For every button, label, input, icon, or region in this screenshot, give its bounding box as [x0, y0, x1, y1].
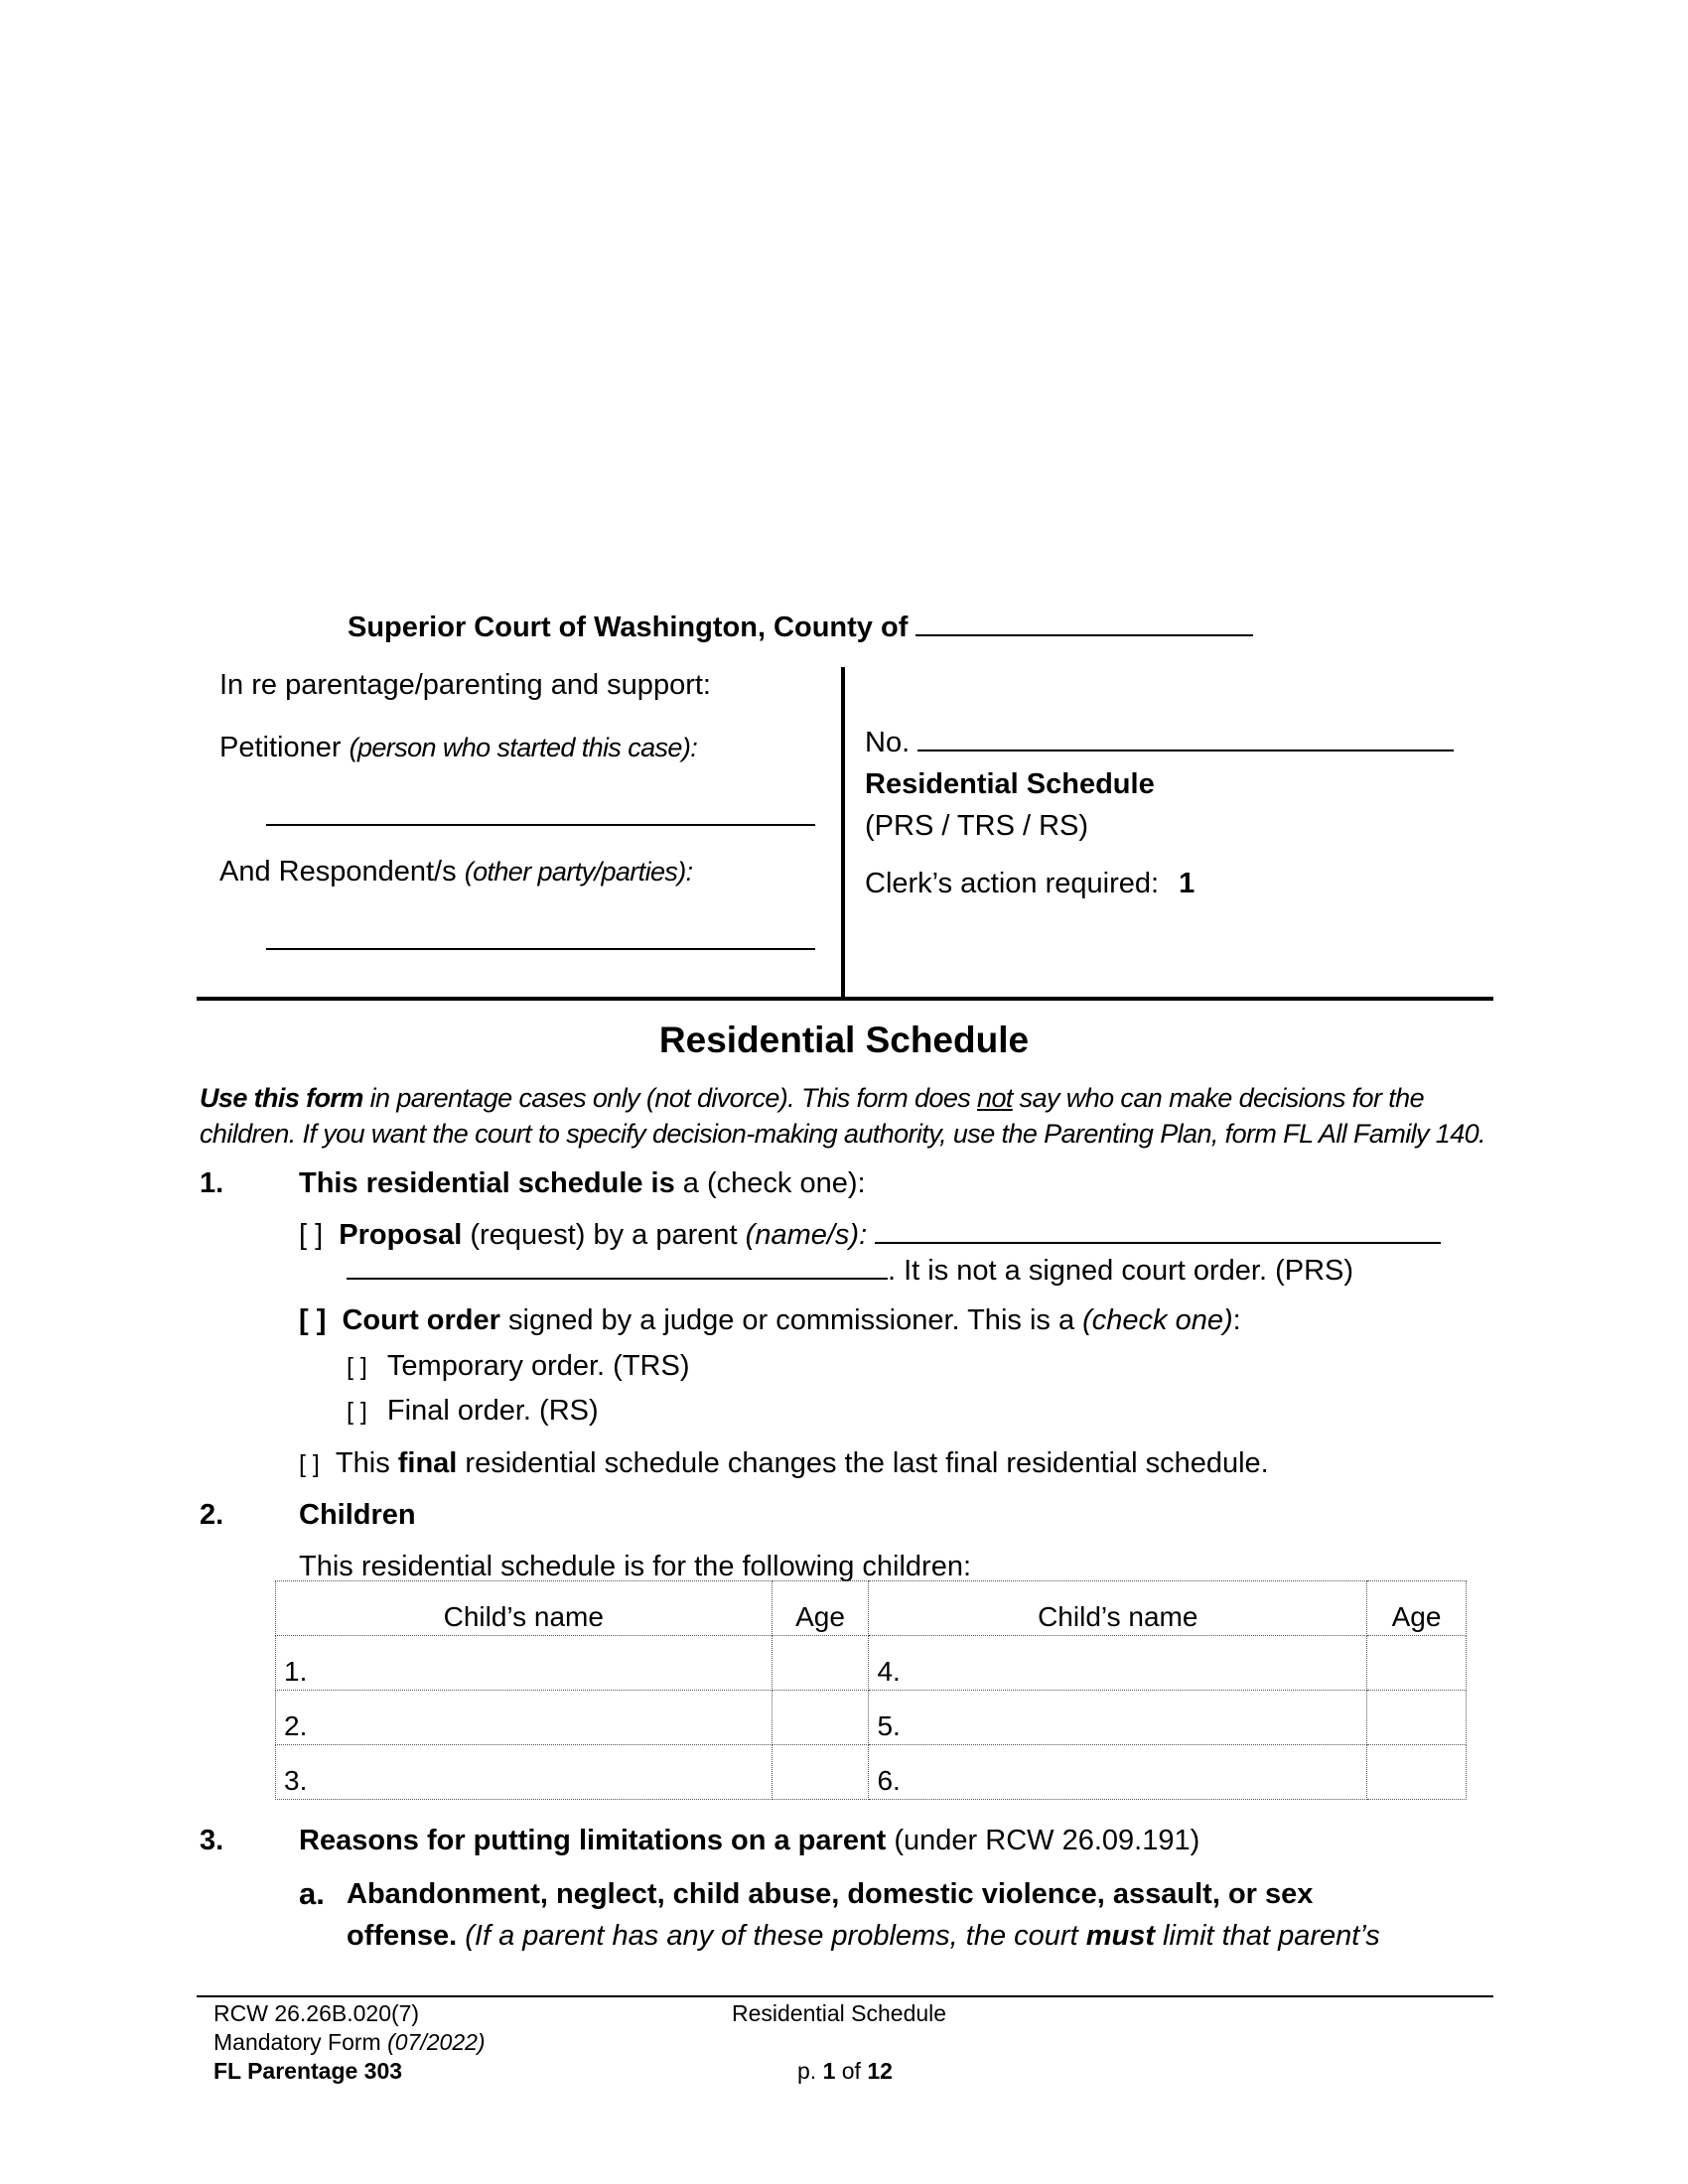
child-name-cell[interactable]: 4. — [869, 1636, 1367, 1691]
section-2-title: Children — [299, 1499, 416, 1531]
court-title: Superior Court of Washington, County of — [348, 610, 1253, 645]
section-3a-label: a. — [299, 1876, 325, 1911]
proposal-option: [ ] Proposal (request) by a parent (name/s): — [299, 1217, 1441, 1253]
temporary-order-checkbox[interactable]: [ ] — [347, 1353, 367, 1381]
footer-mandatory: Mandatory Form (07/2022) — [213, 2029, 486, 2055]
section-3a-line-2: offense. (If a parent has any of these problems, the court must limit that parent’s — [347, 1920, 1380, 1952]
section-3a-line-1: Abandonment, neglect, child abuse, domestic violence, assault, or sex — [347, 1878, 1314, 1910]
caption-divider — [841, 667, 845, 997]
temporary-order-option: [ ] Temporary order. (TRS) — [347, 1350, 690, 1382]
child-age-cell[interactable] — [772, 1745, 869, 1800]
doc-codes: (PRS / TRS / RS) — [865, 810, 1089, 842]
changes-final-option: [ ] This final residential schedule changes the last final residential schedule. — [299, 1447, 1269, 1479]
respondent-name-field[interactable] — [266, 918, 815, 950]
petitioner-name-field[interactable] — [266, 794, 815, 826]
footer-form-id: FL Parentage 303 — [213, 2058, 403, 2084]
col-age: Age — [1367, 1581, 1467, 1636]
intro-line-1: Use this form in parentage cases only (not divorce). This form does not say who can make decisions for the — [200, 1083, 1424, 1113]
table-header-row — [276, 1581, 1467, 1636]
caption-rule — [197, 997, 1493, 1001]
child-name-cell[interactable]: 5. — [869, 1691, 1367, 1745]
clerk-action: Clerk’s action required: 1 — [865, 868, 1196, 899]
in-re-label: In re parentage/parenting and support: — [219, 669, 711, 701]
table-row — [276, 1745, 1467, 1800]
section-1-number: 1. — [200, 1167, 224, 1199]
case-number: No. — [865, 725, 1454, 760]
doc-title: Residential Schedule — [865, 768, 1155, 800]
court-order-option: [ ] Court order signed by a judge or commissioner. This is a (check one): — [299, 1304, 1241, 1336]
respondent-label: And Respondent/s (other party/parties): — [219, 856, 693, 887]
footer-title: Residential Schedule — [732, 2000, 947, 2026]
table-row — [276, 1636, 1467, 1691]
child-name-cell[interactable]: 1. — [276, 1636, 773, 1691]
proposal-line-2: . It is not a signed court order. (PRS) — [347, 1253, 1353, 1289]
child-age-cell[interactable] — [1367, 1636, 1467, 1691]
footer-rcw: RCW 26.26B.020(7) — [213, 2000, 420, 2026]
col-child-name: Child’s name — [276, 1581, 773, 1636]
proposal-checkbox[interactable]: [ ] — [299, 1219, 324, 1251]
child-name-cell[interactable]: 6. — [869, 1745, 1367, 1800]
petitioner-label: Petitioner (person who started this case): — [219, 732, 698, 763]
page-title: Residential Schedule — [658, 1020, 1030, 1060]
col-age: Age — [772, 1581, 869, 1636]
case-number-field[interactable] — [917, 750, 1454, 751]
child-age-cell[interactable] — [772, 1636, 869, 1691]
final-order-checkbox[interactable]: [ ] — [347, 1398, 367, 1426]
intro-line-2: children. If you want the court to specify decision-making authority, use the Parenting Plan, form FL All Family 140. — [200, 1119, 1485, 1149]
child-age-cell[interactable] — [772, 1691, 869, 1745]
section-3-title: Reasons for putting limitations on a parent (under RCW 26.09.191) — [299, 1825, 1200, 1856]
child-age-cell[interactable] — [1367, 1745, 1467, 1800]
col-child-name: Child’s name — [869, 1581, 1367, 1636]
footer-page-number: p. 1 of 12 — [797, 2058, 893, 2084]
children-table — [275, 1580, 1467, 1800]
child-name-cell[interactable]: 3. — [276, 1745, 773, 1800]
changes-final-checkbox[interactable]: [ ] — [299, 1450, 320, 1478]
section-3-number: 3. — [200, 1825, 224, 1856]
proposal-name-field-2[interactable] — [347, 1278, 888, 1280]
court-order-checkbox[interactable]: [ ] — [299, 1304, 327, 1336]
children-intro: This residential schedule is for the following children: — [299, 1551, 972, 1582]
final-order-option: [ ] Final order. (RS) — [347, 1395, 599, 1427]
child-name-cell[interactable]: 2. — [276, 1691, 773, 1745]
county-field[interactable] — [915, 634, 1253, 636]
section-1-title: This residential schedule is a (check one): — [299, 1167, 866, 1199]
proposal-name-field[interactable] — [875, 1242, 1441, 1244]
table-row — [276, 1691, 1467, 1745]
section-2-number: 2. — [200, 1499, 224, 1531]
footer-rule — [197, 1995, 1493, 1997]
child-age-cell[interactable] — [1367, 1691, 1467, 1745]
